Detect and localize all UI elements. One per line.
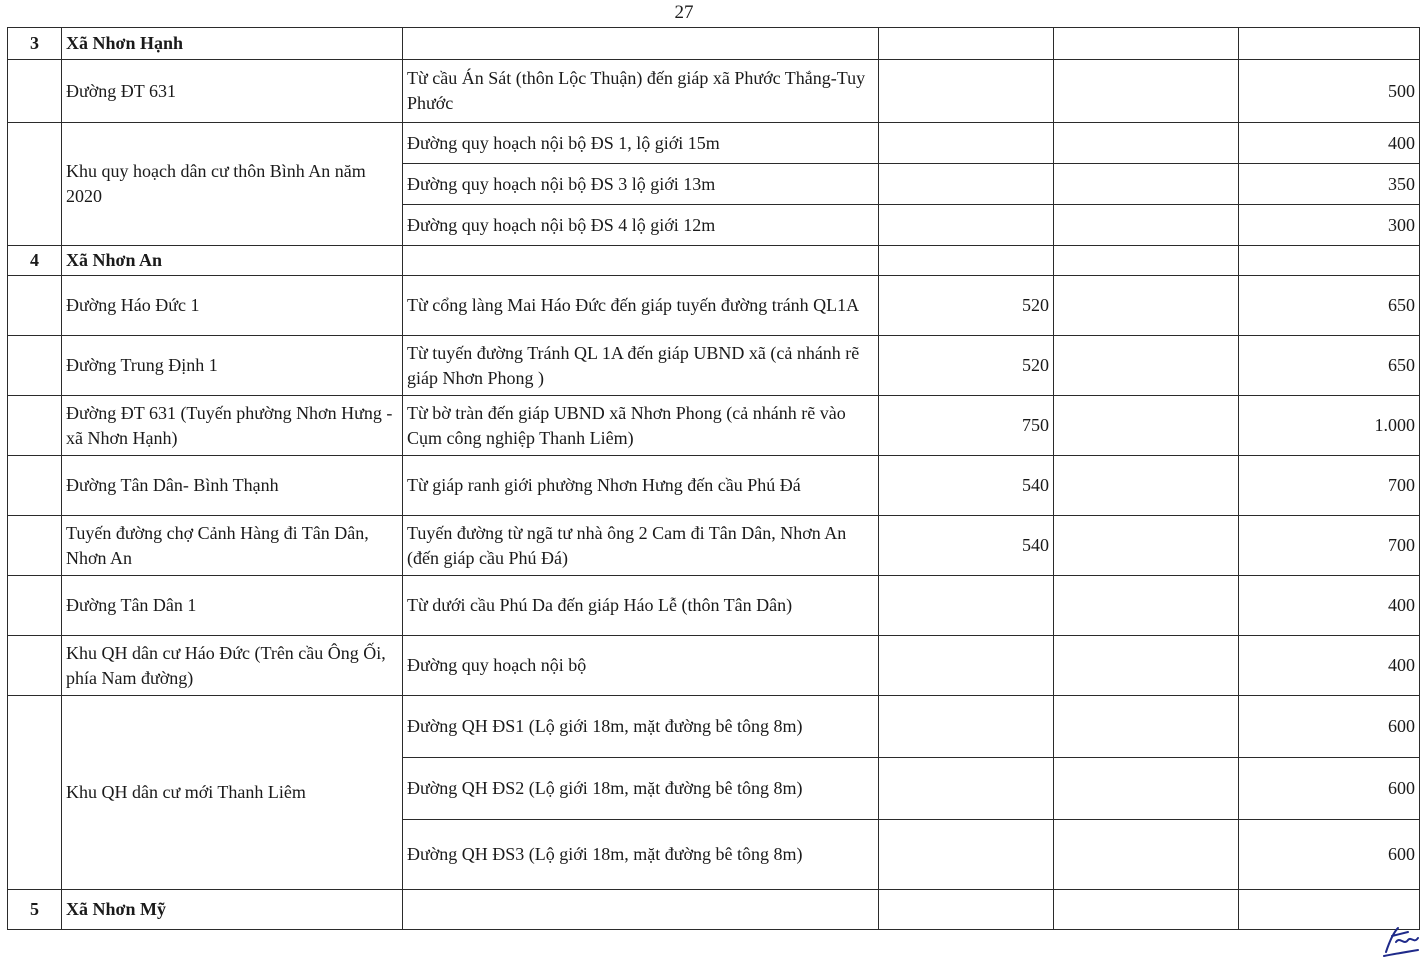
price-column-a bbox=[879, 820, 1054, 890]
segment-description: Từ bờ tràn đến giáp UBND xã Nhơn Phong (cả nhánh rẽ vào Cụm công nghiệp Thanh Liêm) bbox=[403, 396, 879, 456]
price-column-b: 650 bbox=[1239, 336, 1420, 396]
price-column-a bbox=[879, 205, 1054, 246]
commune-name: Xã Nhơn An bbox=[62, 246, 403, 276]
price-column-a: 540 bbox=[879, 516, 1054, 576]
price-column-b: 600 bbox=[1239, 696, 1420, 758]
land-price-table bbox=[7, 27, 1420, 930]
segment-description: Đường QH ĐS2 (Lộ giới 18m, mặt đường bê tông 8m) bbox=[403, 758, 879, 820]
price-column-a bbox=[879, 758, 1054, 820]
commune-name: Xã Nhơn Mỹ bbox=[62, 890, 403, 930]
price-column-a: 520 bbox=[879, 336, 1054, 396]
table-row bbox=[8, 636, 1420, 696]
section-number: 4 bbox=[8, 246, 62, 276]
price-column-b: 500 bbox=[1239, 60, 1420, 123]
price-column-a: 540 bbox=[879, 456, 1054, 516]
price-column-b: 400 bbox=[1239, 576, 1420, 636]
price-column-b: 600 bbox=[1239, 820, 1420, 890]
price-column-b: 700 bbox=[1239, 516, 1420, 576]
price-column-b: 1.000 bbox=[1239, 396, 1420, 456]
price-column-a bbox=[879, 636, 1054, 696]
price-column-a: 750 bbox=[879, 396, 1054, 456]
road-name: Đường ĐT 631 bbox=[62, 60, 403, 123]
road-name: Đường Tân Dân 1 bbox=[62, 576, 403, 636]
road-name: Khu QH dân cư Háo Đức (Trên cầu Ông Ối, phía Nam đường) bbox=[62, 636, 403, 696]
commune-name: Xã Nhơn Hạnh bbox=[62, 28, 403, 60]
section-header-row bbox=[8, 246, 1420, 276]
segment-description: Đường quy hoạch nội bộ bbox=[403, 636, 879, 696]
price-column-b: 700 bbox=[1239, 456, 1420, 516]
price-column-a bbox=[879, 123, 1054, 164]
table-row bbox=[8, 276, 1420, 336]
section-header-row bbox=[8, 28, 1420, 60]
table-row bbox=[8, 123, 1420, 164]
price-column-b: 300 bbox=[1239, 205, 1420, 246]
segment-description: Từ tuyến đường Tránh QL 1A đến giáp UBND xã (cả nhánh rẽ giáp Nhơn Phong ) bbox=[403, 336, 879, 396]
table-row bbox=[8, 696, 1420, 758]
signature-initials-icon bbox=[1378, 922, 1422, 962]
table-row bbox=[8, 576, 1420, 636]
table-row bbox=[8, 60, 1420, 123]
page-number: 27 bbox=[674, 2, 694, 23]
segment-description: Đường QH ĐS1 (Lộ giới 18m, mặt đường bê tông 8m) bbox=[403, 696, 879, 758]
price-column-b: 650 bbox=[1239, 276, 1420, 336]
segment-description: Từ dưới cầu Phú Da đến giáp Háo Lễ (thôn Tân Dân) bbox=[403, 576, 879, 636]
road-name: Khu quy hoạch dân cư thôn Bình An năm 2020 bbox=[62, 123, 403, 246]
price-column-b: 400 bbox=[1239, 123, 1420, 164]
segment-description: Từ cầu Án Sát (thôn Lộc Thuận) đến giáp xã Phước Thắng-Tuy Phước bbox=[403, 60, 879, 123]
price-column-b: 350 bbox=[1239, 164, 1420, 205]
road-name: Tuyến đường chợ Cảnh Hàng đi Tân Dân, Nhơn An bbox=[62, 516, 403, 576]
segment-description: Từ cổng làng Mai Háo Đức đến giáp tuyến đường tránh QL1A bbox=[403, 276, 879, 336]
price-column-b: 600 bbox=[1239, 758, 1420, 820]
segment-description: Đường quy hoạch nội bộ ĐS 3 lộ giới 13m bbox=[403, 164, 879, 205]
table-row bbox=[8, 516, 1420, 576]
section-header-row bbox=[8, 890, 1420, 930]
segment-description: Đường QH ĐS3 (Lộ giới 18m, mặt đường bê tông 8m) bbox=[403, 820, 879, 890]
price-column-a bbox=[879, 696, 1054, 758]
table-row bbox=[8, 456, 1420, 516]
section-number: 5 bbox=[8, 890, 62, 930]
road-name: Đường Háo Đức 1 bbox=[62, 276, 403, 336]
table-row bbox=[8, 396, 1420, 456]
road-name: Khu QH dân cư mới Thanh Liêm bbox=[62, 696, 403, 890]
segment-description: Đường quy hoạch nội bộ ĐS 1, lộ giới 15m bbox=[403, 123, 879, 164]
price-column-a bbox=[879, 164, 1054, 205]
road-name: Đường ĐT 631 (Tuyến phường Nhơn Hưng - xã Nhơn Hạnh) bbox=[62, 396, 403, 456]
road-name: Đường Trung Định 1 bbox=[62, 336, 403, 396]
segment-description: Đường quy hoạch nội bộ ĐS 4 lộ giới 12m bbox=[403, 205, 879, 246]
section-number: 3 bbox=[8, 28, 62, 60]
price-column-a: 520 bbox=[879, 276, 1054, 336]
road-name: Đường Tân Dân- Bình Thạnh bbox=[62, 456, 403, 516]
price-column-b: 400 bbox=[1239, 636, 1420, 696]
price-column-a bbox=[879, 576, 1054, 636]
segment-description: Tuyến đường từ ngã tư nhà ông 2 Cam đi Tân Dân, Nhơn An (đến giáp cầu Phú Đá) bbox=[403, 516, 879, 576]
price-column-a bbox=[879, 60, 1054, 123]
segment-description: Từ giáp ranh giới phường Nhơn Hưng đến cầu Phú Đá bbox=[403, 456, 879, 516]
table-row bbox=[8, 336, 1420, 396]
